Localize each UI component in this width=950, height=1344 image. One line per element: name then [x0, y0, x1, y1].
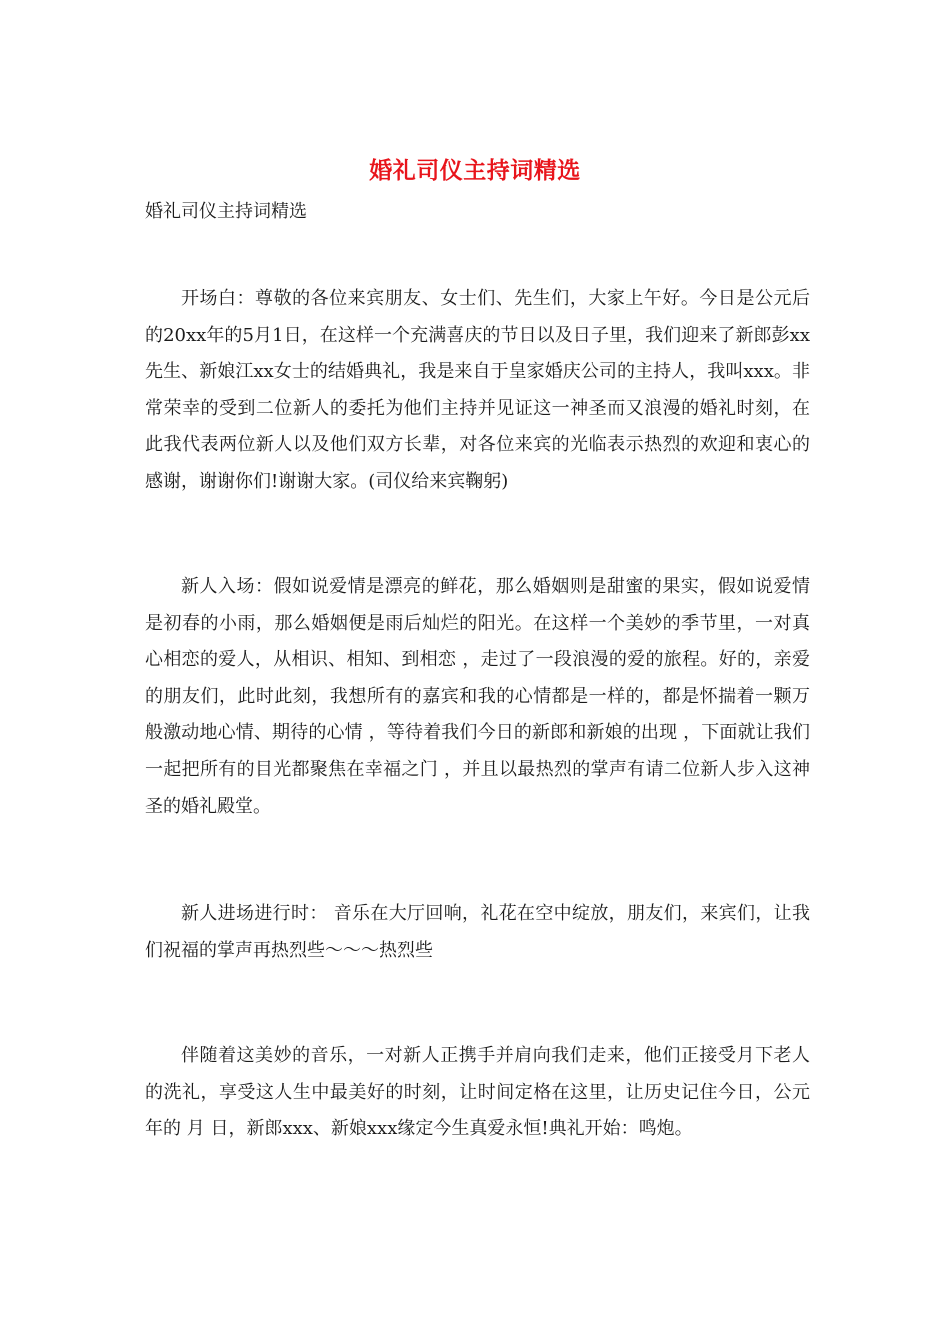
paragraph-entrance-in-progress: 新人进场进行时： 音乐在大厅回响，礼花在空中绽放，朋友们，来宾们，让我们祝福的掌声再热烈些～～～热烈些	[145, 903, 810, 961]
document-title: 婚礼司仪主持词精选	[369, 157, 581, 184]
document-subtitle: 婚礼司仪主持词精选	[145, 201, 307, 222]
paragraph-opening: 开场白：尊敬的各位来宾朋友、女士们、先生们，大家上午好。今日是公元后的20xx年的5月1日，在这样一个充满喜庆的节日以及日子里，我们迎来了新郎彭xx先生、新娘江xx女士的结婚典礼，我是来自于皇家婚庆公司的主持人，我叫xxx。非常荣幸的受到二位新人的委托为他们主持并见证这一神圣而又浪漫的婚礼时刻，在此我代表两位新人以及他们双方长辈，对各位来宾的光临表示热烈的欢迎和衷心的感谢，谢谢你们!谢谢大家。(司仪给来宾鞠躬)	[145, 288, 810, 492]
paragraph-ceremony-start: 伴随着这美妙的音乐，一对新人正携手并肩向我们走来，他们正接受月下老人的洗礼，享受这人生中最美好的时刻，让时间定格在这里，让历史记住今日，公元 年的 月 日，新郎xxx、新娘xxx缘定今生真爱永恒!典礼开始：鸣炮。	[145, 1045, 810, 1140]
paragraph-couple-entrance: 新人入场：假如说爱情是漂亮的鲜花，那么婚姻则是甜蜜的果实，假如说爱情是初春的小雨，那么婚姻便是雨后灿烂的阳光。在这样一个美妙的季节里，一对真心相恋的爱人，从相识、相知、到相恋 ，走过了一段浪漫的爱的旅程。好的，亲爱的朋友们，此时此刻，我想所有的嘉宾和我的心情都是一样的，都是怀揣着一颗万般激动地心情、期待的心情 ，等待着我们今日的新郎和新娘的出现 ，下面就让我们一起把所有的目光都聚焦在幸福之门 ，并且以最热烈的掌声有请二位新人步入这神圣的婚礼殿堂。	[145, 576, 810, 817]
